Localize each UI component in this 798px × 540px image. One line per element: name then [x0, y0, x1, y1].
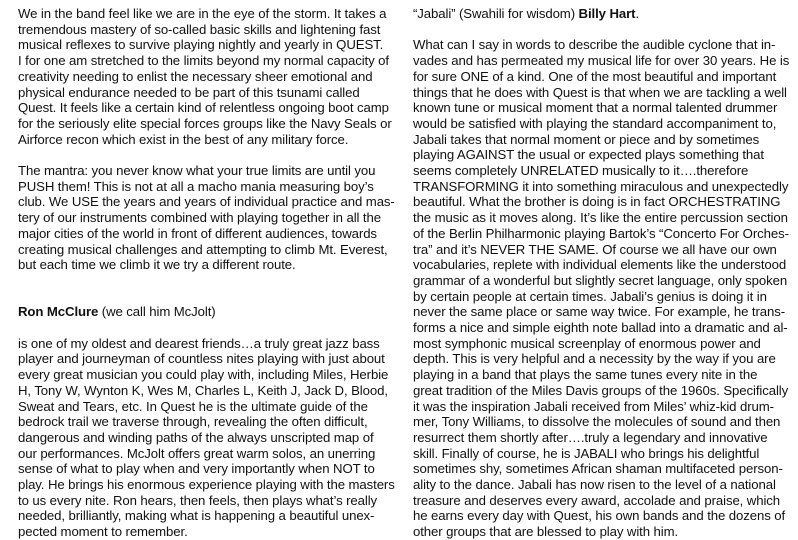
text-line: tra” and it’s NEVER THE SAME. Of course we all have our own	[413, 241, 777, 257]
text-line: PUSH them! This is not at all a macho mania measuring boy’s	[18, 178, 374, 194]
text-line: never the same place or same way twice. For example, he trans-	[413, 304, 786, 320]
text-line: is one of my oldest and dearest friends…a truly great jazz bass	[18, 335, 380, 351]
text-line: needed, brilliantly, making what is happening a beautiful unex-	[18, 508, 375, 524]
mantra-paragraph	[18, 163, 395, 273]
text-line: skill. Finally of course, he is JABALI who brings his delightful	[413, 445, 760, 461]
text-line: for the seriously elite special forces groups like the Navy Seals or	[18, 115, 392, 131]
text-line: beautiful. What the brother is doing is in fact ORCHESTRATING	[413, 194, 781, 210]
text-line: creating musical challenges and attempting to climb Mt. Everest,	[18, 241, 388, 257]
text-line: pected moment to remember.	[18, 524, 188, 540]
text-line: our performances. McJolt offers great warm solos, an unerring	[18, 445, 376, 461]
text-line: vocabularies, replete with individual elements like the understood	[413, 257, 787, 273]
text-line: to us every nite. Ron hears, then feels, then plays what’s really	[18, 492, 378, 508]
text-line: treasure and deserves every award, accolade and praise, which	[413, 492, 781, 508]
text-line: playing in a band that plays the same tunes every nite in the	[413, 367, 758, 383]
text-line: musical reflexes to survive playing nightly and yearly in QUEST.	[18, 37, 384, 53]
heading-note: (we call him McJolt)	[98, 304, 216, 320]
text-line: tremendous mastery of so-called basic skills and lightening fast	[18, 21, 381, 37]
text-line: resurrect them shortly after….truly a legendary and innovative	[413, 429, 768, 445]
text-line: every great musician you could play with, including Miles, Herbie	[18, 367, 389, 383]
heading-name: Ron McClure	[18, 304, 99, 320]
text-line: I for one am stretched to the limits beyond my normal capacity of	[18, 53, 389, 69]
text-line: TRANSFORMING it into something miraculous and unexpectedly	[413, 178, 789, 194]
text-line: playing AGAINST the usual or expected plays something that	[413, 147, 764, 163]
text-line: club. We USE the years and years of individual practice and mas-	[18, 194, 395, 210]
text-line: bedrock trail we traverse through, revealing the often difficult,	[18, 414, 368, 430]
text-line: Sweat and Tears, etc. In Quest he is the ultimate guide of the	[18, 398, 368, 414]
text-line: seems completely UNRELATED musically to it….therefore	[413, 163, 749, 179]
text-line: depth. This is very helpful and a necessity by the way if you are	[413, 351, 776, 367]
text-line: other groups that are blessed to play with him.	[413, 524, 679, 540]
text-line: would be satisfied with playing the standard accompaniment to,	[413, 115, 777, 131]
text-line: by certain people at certain times. Jabali’s genius is doing it in	[413, 288, 767, 304]
text-line: mer, Tony Williams, to dissolve the molecules of sound and then	[413, 414, 781, 430]
text-line: creativity needing to enlist the necessary sheer emotional and	[18, 68, 373, 84]
text-line: Airforce recon which exist in the best of any military force.	[18, 131, 349, 147]
text-line: physical endurance needed to be part of this tsunami called	[18, 84, 360, 100]
right-column	[413, 6, 790, 540]
text-line: it was the inspiration Jabali received from Miles’ whiz-kid drum-	[413, 398, 774, 414]
text-line: play. He brings his enormous experience playing with the masters	[18, 477, 395, 493]
text-line: player and journeyman of countless nites playing with just about	[18, 351, 385, 367]
ron-mcclure-heading	[18, 304, 390, 320]
text-line: most symphonic musical screenplay of enormous power and	[413, 335, 761, 351]
billy-hart-paragraph	[413, 37, 790, 540]
text-line: dangerous and winding paths of the always unscripted map of	[18, 429, 374, 445]
text-line: Quest. It feels like a certain kind of relentless ongoing boot camp	[18, 100, 389, 116]
text-line: but each time we climb it we try a different route.	[18, 257, 296, 273]
text-line: tery of our instruments combined with playing together in all the	[18, 210, 381, 226]
text-line: The mantra: you never know what your true limits are until you	[18, 163, 376, 179]
text-line: things that he does with Quest is that when we are tackling a well	[413, 84, 787, 100]
text-line: grammar of a wonderful but slightly secret language, only spoken	[413, 272, 788, 288]
text-line: We in the band feel like we are in the eye of the storm. It takes a	[18, 6, 387, 21]
text-line: What can I say in words to describe the audible cyclone that in-	[413, 37, 776, 53]
text-line: forms a nice and simple eighth note ballad into a dramatic and al-	[413, 320, 788, 336]
text-line: major cities of the world in front of different audiences, towards	[18, 225, 377, 241]
text-line: ality to the dance. Jabali has now risen to the level of a national	[413, 477, 776, 493]
heading-name: Billy Hart	[578, 6, 636, 21]
heading-suffix: .	[635, 6, 640, 21]
text-line: Jabali takes that normal moment or piece and by sometimes	[413, 131, 760, 147]
text-line: sense of what to play when and very importantly when NOT to	[18, 461, 375, 477]
text-line: vades and has permeated my musical life for over 30 years. He is	[413, 53, 790, 69]
text-line: for sure ONE of a kind. One of the most beautiful and important	[413, 68, 777, 84]
text-line: H, Tony W, Wynton K, Wes M, Charles L, Keith J, Jack D, Blood,	[18, 382, 388, 398]
text-line: of the Berlin Philharmonic playing Bartok’s “Concerto For Orches-	[413, 225, 789, 241]
intro-paragraph	[18, 6, 390, 147]
heading-prefix: “Jabali” (Swahili for wisdom)	[413, 6, 579, 21]
billy-hart-heading	[413, 6, 785, 22]
text-line: the music as it moves along. It’s like the entire percussion section	[413, 210, 788, 226]
text-line: sometimes shy, sometimes African shaman multifaceted person-	[413, 461, 783, 477]
text-line: great tradition of the Miles Davis groups of the 1960s. Specifically	[413, 382, 789, 398]
text-line: he earns every day with Quest, his own bands and the dozens of	[413, 508, 786, 524]
text-line: known tune or musical moment that a normal talented drummer	[413, 100, 778, 116]
ron-mcclure-paragraph	[18, 335, 395, 540]
left-column	[18, 6, 395, 540]
